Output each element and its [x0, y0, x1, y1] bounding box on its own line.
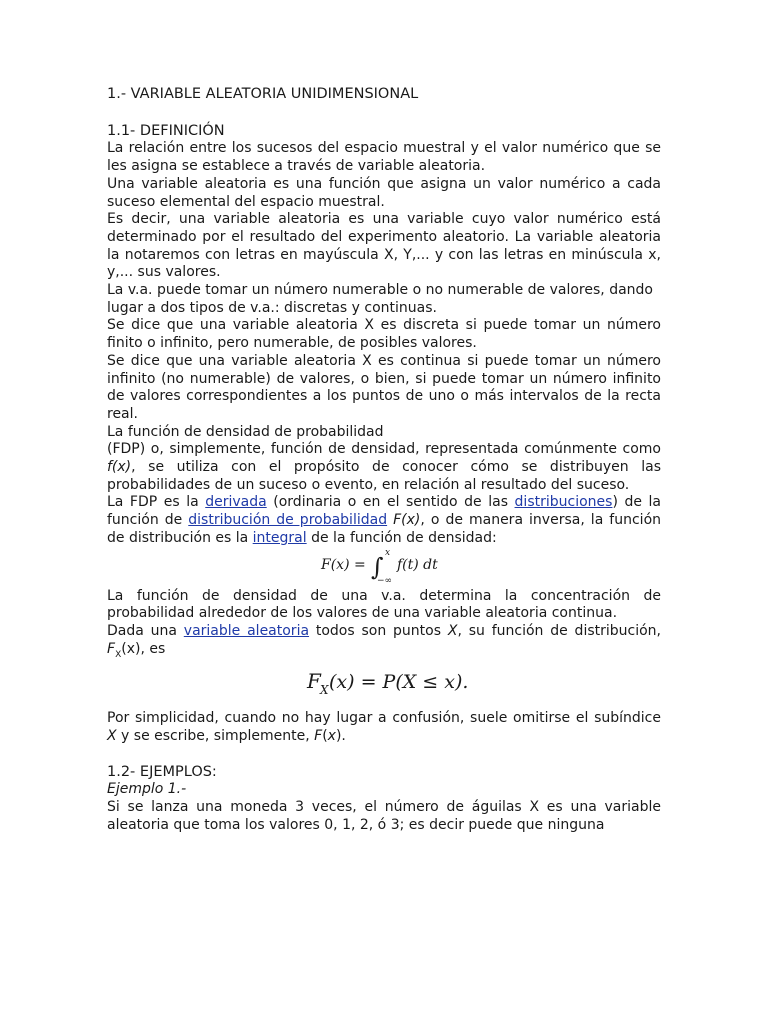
formula1-rhs: f(t) dt — [397, 556, 438, 573]
formula2-sub: X — [320, 683, 329, 698]
paragraph-discreta: Se dice que una variable aleatoria X es discreta si puede tomar un número finito o infinito, pero numerable, de posibles valores. — [107, 317, 661, 352]
formula1-upper: x — [385, 547, 391, 558]
integral-sign: ∫ — [371, 552, 384, 581]
formula1-lower: −∞ — [377, 575, 393, 586]
paragraph-fdp-title: La función de densidad de probabilidad — [107, 423, 384, 440]
paragraph-fdp-derivada: La FDP es la derivada (ordinaria o en el sentido de las distribuciones) de la función de distribución de probabilidad F(x), o de manera inversa, la función de distribución es la integral de la función de densidad: — [107, 494, 662, 546]
formula1-lhs: F(x) = — [321, 556, 366, 573]
link-distribucion-de-probabilidad[interactable]: distribución de probabilidad — [188, 512, 388, 529]
paragraph-es-decir: Es decir, una variable aleatoria es una variable cuyo valor numérico está determinado por el resultado del experimento aleatorio. La variable aleatoria la notaremos con letras en mayúscula X, Y,... y con las letras en minúscula x, y,... sus valores. — [107, 211, 661, 281]
paragraph-fdp: (FDP) o, simplemente, función de densidad, representada comúnmente como f(x), se utiliza con el propósito de conocer cómo se distribuyen las probabilidades de un suceso o evento, en relación al resultado del suceso. — [107, 441, 661, 493]
link-distribuciones[interactable]: distribuciones — [514, 494, 613, 511]
subsection-title-ejemplos: 1.2- EJEMPLOS: — [107, 763, 217, 780]
paragraph-dada-una: Dada una variable aleatoria todos son puntos X, su función de distribución, $F_X(x)$, es — [107, 622, 661, 660]
section-title: 1.- VARIABLE ALEATORIA UNIDIMENSIONAL — [107, 86, 419, 102]
subsection-title-definicion: 1.1- DEFINICIÓN — [107, 122, 225, 139]
formula-distribution — [107, 664, 661, 710]
formula2-rest: (x) = P(X ≤ x). — [329, 671, 469, 694]
paragraph-relacion: La relación entre los sucesos del espacio muestral y el valor numérico que se les asigna se establece a través de variable aleatoria. — [107, 140, 661, 175]
formula2-F: F — [307, 669, 321, 694]
formula-integral — [107, 548, 661, 588]
paragraph-concentracion: La función de densidad de una v.a. determina la concentración de probabilidad alrededor de los valores de una variable aleatoria continua. — [107, 587, 661, 622]
link-derivada[interactable]: derivada — [205, 494, 267, 511]
paragraph-tipos-va: La v.a. puede tomar un número numerable o no numerable de valores, dando lugar a dos tipos de v.a.: discretas y continuas. — [107, 282, 653, 316]
paragraph-definicion-va: Una variable aleatoria es una función que asigna un valor numérico a cada suceso elemental del espacio muestral. — [107, 175, 661, 210]
paragraph-simplicidad: Por simplicidad, cuando no hay lugar a confusión, suele omitirse el subíndice X y se escribe, simplemente, F(x). — [107, 710, 661, 744]
document-page — [107, 86, 661, 834]
link-variable-aleatoria[interactable]: variable aleatoria — [183, 622, 310, 639]
paragraph-continua: Se dice que una variable aleatoria X es continua si puede tomar un número infinito (no numerable) de valores, o bien, si puede tomar un número infinito de valores correspondientes a los puntos de uno o más intervalos de la recta real. — [107, 352, 661, 422]
paragraph-ejemplo-moneda: Si se lanza una moneda 3 veces, el número de águilas X es una variable aleatoria que toma los valores 0, 1, 2, ó 3; es decir puede que ninguna — [107, 799, 661, 833]
link-integral[interactable]: integral — [252, 529, 307, 546]
example-label: Ejemplo 1.- — [107, 781, 187, 798]
